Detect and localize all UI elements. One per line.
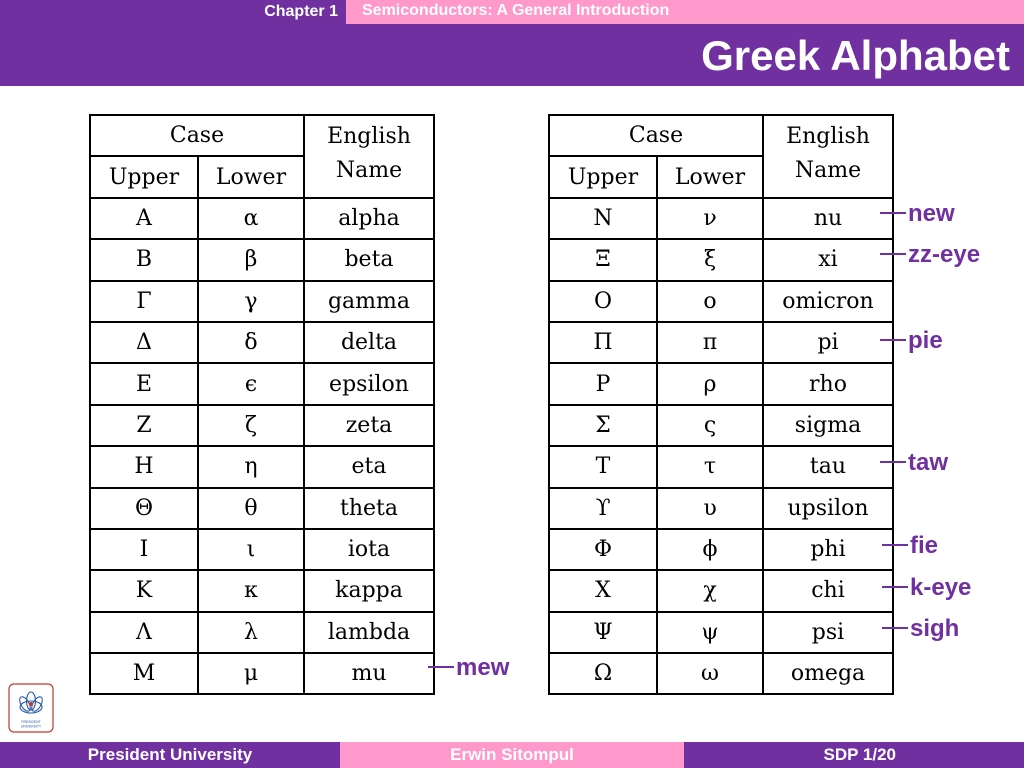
table-row: [90, 405, 434, 446]
english-name-cell: zeta: [304, 405, 434, 446]
english-name-cell: pi: [763, 322, 893, 363]
english-name-cell: gamma: [304, 281, 434, 322]
pointer-line: [880, 461, 906, 463]
lower-case-cell: ς: [657, 405, 763, 446]
upper-case-cell: Σ: [549, 405, 657, 446]
pronunciation-tau: [880, 449, 948, 477]
table-row: [90, 488, 434, 529]
english-name-cell: mu: [304, 653, 434, 694]
lower-case-cell: α: [198, 198, 304, 239]
table-row: [90, 529, 434, 570]
footer-author: Erwin Sitompul: [340, 742, 684, 768]
chapter-subtitle: Semiconductors: A General Introduction: [362, 2, 670, 19]
table-row: [549, 446, 893, 487]
upper-header: Upper: [90, 156, 198, 197]
pointer-line: [882, 586, 908, 588]
pointer-line: [880, 212, 906, 214]
upper-case-cell: Θ: [90, 488, 198, 529]
table-row: [549, 198, 893, 239]
lower-case-cell: ξ: [657, 239, 763, 280]
english-header-line2: Name: [335, 158, 403, 183]
english-name-cell: rho: [763, 363, 893, 404]
english-name-header: [304, 115, 434, 198]
upper-case-cell: Δ: [90, 322, 198, 363]
greek-table-left: [89, 114, 435, 695]
lower-case-cell: η: [198, 446, 304, 487]
pronunciation-text: taw: [908, 449, 949, 476]
english-name-cell: nu: [763, 198, 893, 239]
upper-case-cell: Ε: [90, 363, 198, 404]
upper-case-cell: Κ: [90, 570, 198, 611]
footer-slide-number: SDP 1/20: [684, 742, 1024, 768]
table-row: [549, 488, 893, 529]
upper-case-cell: Ο: [549, 281, 657, 322]
table-row: [90, 322, 434, 363]
pronunciation-phi: [882, 532, 938, 560]
pronunciation-text: fie: [910, 532, 939, 559]
pronunciation-text: k-eye: [910, 574, 972, 601]
lower-case-cell: γ: [198, 281, 304, 322]
lower-case-cell: μ: [198, 653, 304, 694]
pointer-line: [880, 253, 906, 255]
pointer-line: [428, 666, 454, 668]
upper-case-cell: Ψ: [549, 612, 657, 653]
upper-case-cell: Λ: [90, 612, 198, 653]
lower-case-cell: ζ: [198, 405, 304, 446]
english-name-cell: tau: [763, 446, 893, 487]
english-name-cell: kappa: [304, 570, 434, 611]
pointer-line: [882, 544, 908, 546]
lower-case-cell: ρ: [657, 363, 763, 404]
table-row: [90, 363, 434, 404]
pronunciation-nu: [880, 200, 955, 228]
pronunciation-text: sigh: [910, 615, 960, 642]
table-row: [549, 612, 893, 653]
president-university-logo: [8, 683, 54, 733]
lower-case-cell: θ: [198, 488, 304, 529]
english-name-cell: iota: [304, 529, 434, 570]
upper-case-cell: Ζ: [90, 405, 198, 446]
lower-case-cell: ν: [657, 198, 763, 239]
upper-case-cell: Γ: [90, 281, 198, 322]
chapter-label: Chapter 1: [0, 0, 346, 24]
english-name-cell: beta: [304, 239, 434, 280]
upper-case-cell: Φ: [549, 529, 657, 570]
table-row: [90, 612, 434, 653]
lower-case-cell: τ: [657, 446, 763, 487]
pronunciation-text: new: [908, 200, 955, 227]
lower-case-cell: ϕ: [657, 529, 763, 570]
pronunciation-chi: [882, 574, 971, 602]
english-name-cell: phi: [763, 529, 893, 570]
table-row: [549, 529, 893, 570]
pronunciation-xi: [880, 241, 980, 269]
lower-case-cell: π: [657, 322, 763, 363]
upper-case-cell: Ω: [549, 653, 657, 694]
english-name-cell: omega: [763, 653, 893, 694]
table-row: [90, 239, 434, 280]
footer: [0, 742, 1024, 768]
lower-header: Lower: [657, 156, 763, 197]
english-name-cell: psi: [763, 612, 893, 653]
english-name-cell: eta: [304, 446, 434, 487]
lower-case-cell: ι: [198, 529, 304, 570]
upper-case-cell: Ξ: [549, 239, 657, 280]
case-header: Case: [90, 115, 304, 156]
lower-case-cell: δ: [198, 322, 304, 363]
pronunciation-text: mew: [456, 654, 510, 681]
table-row: [90, 281, 434, 322]
lower-case-cell: υ: [657, 488, 763, 529]
upper-case-cell: Α: [90, 198, 198, 239]
table-row: [549, 239, 893, 280]
table-row: [90, 446, 434, 487]
table-row: [90, 570, 434, 611]
english-header-line1: English: [786, 124, 870, 149]
upper-case-cell: Β: [90, 239, 198, 280]
table-row: [549, 281, 893, 322]
lower-case-cell: ϵ: [198, 363, 304, 404]
upper-case-cell: Η: [90, 446, 198, 487]
table-row: [549, 405, 893, 446]
table-row: [549, 570, 893, 611]
table-row: [90, 653, 434, 694]
upper-case-cell: ϒ: [549, 488, 657, 529]
lower-case-cell: β: [198, 239, 304, 280]
table-row: [90, 198, 434, 239]
upper-case-cell: Χ: [549, 570, 657, 611]
footer-institution: President University: [0, 742, 340, 768]
pronunciation-pi: [880, 327, 943, 355]
upper-header: Upper: [549, 156, 657, 197]
upper-case-cell: Ι: [90, 529, 198, 570]
svg-text:UNIVERSITY: UNIVERSITY: [20, 724, 42, 729]
upper-case-cell: Ν: [549, 198, 657, 239]
slide-title: Greek Alphabet: [701, 32, 1010, 79]
pointer-line: [882, 627, 908, 629]
pronunciation-psi: [882, 615, 959, 643]
lower-case-cell: λ: [198, 612, 304, 653]
english-name-cell: omicron: [763, 281, 893, 322]
lower-case-cell: ο: [657, 281, 763, 322]
lower-case-cell: ω: [657, 653, 763, 694]
table-row: [549, 322, 893, 363]
pronunciation-text: pie: [908, 327, 943, 354]
english-name-cell: epsilon: [304, 363, 434, 404]
lower-case-cell: ψ: [657, 612, 763, 653]
lower-case-cell: κ: [198, 570, 304, 611]
greek-table-right: [548, 114, 894, 695]
pointer-line: [880, 339, 906, 341]
pronunciation-text: zz-eye: [908, 241, 981, 268]
case-header: Case: [549, 115, 763, 156]
table-row: [549, 363, 893, 404]
english-name-cell: chi: [763, 570, 893, 611]
upper-case-cell: Μ: [90, 653, 198, 694]
pronunciation-mu: [428, 654, 509, 682]
english-name-header: [763, 115, 893, 198]
english-header-line2: Name: [794, 158, 862, 183]
english-name-cell: sigma: [763, 405, 893, 446]
upper-case-cell: Τ: [549, 446, 657, 487]
english-name-cell: delta: [304, 322, 434, 363]
english-name-cell: upsilon: [763, 488, 893, 529]
english-name-cell: alpha: [304, 198, 434, 239]
english-name-cell: xi: [763, 239, 893, 280]
upper-case-cell: Π: [549, 322, 657, 363]
table-row: [549, 653, 893, 694]
svg-text:PRESIDENT: PRESIDENT: [21, 720, 41, 724]
english-name-cell: theta: [304, 488, 434, 529]
lower-header: Lower: [198, 156, 304, 197]
lower-case-cell: χ: [657, 570, 763, 611]
upper-case-cell: Ρ: [549, 363, 657, 404]
english-name-cell: lambda: [304, 612, 434, 653]
english-header-line1: English: [327, 124, 411, 149]
